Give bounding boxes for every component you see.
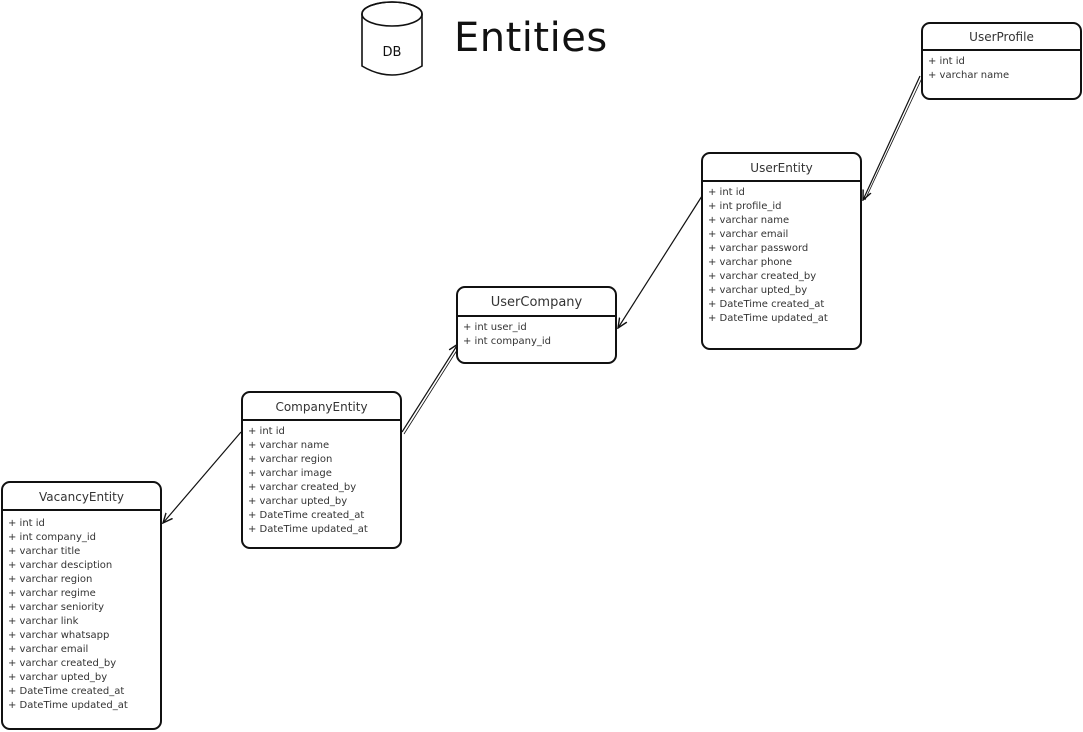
field: + varchar upted_by	[8, 672, 108, 683]
field-list	[703, 182, 860, 326]
field: + varchar desciption	[8, 560, 113, 571]
entity-name: CompanyEntity	[243, 393, 400, 421]
field: + varchar regime	[8, 588, 96, 599]
relation-companyentity-usercompany	[402, 344, 458, 432]
field: + varchar name	[928, 70, 1010, 81]
entity-vacancyentity[interactable]	[1, 481, 162, 730]
entity-name: VacancyEntity	[3, 483, 160, 511]
field: + varchar phone	[708, 257, 793, 268]
field: + varchar link	[8, 616, 79, 627]
field: + DateTime created_at	[248, 510, 365, 521]
diagram-title: Entities	[454, 15, 608, 61]
field-list	[3, 511, 160, 713]
relation-userprofile-userentity	[863, 76, 920, 200]
field: + DateTime updated_at	[8, 700, 128, 711]
field: + varchar whatsapp	[8, 630, 110, 641]
relation-userentity-usercompany	[618, 196, 702, 328]
field: + varchar name	[708, 215, 790, 226]
entity-userentity[interactable]	[701, 152, 862, 350]
field-list	[243, 421, 400, 537]
field: + varchar seniority	[8, 602, 105, 613]
entity-userprofile[interactable]	[921, 22, 1082, 100]
field: + int profile_id	[708, 201, 782, 212]
field: + int company_id	[8, 532, 96, 543]
field: + varchar created_by	[248, 482, 357, 493]
field: + varchar password	[708, 243, 809, 254]
field: + varchar upted_by	[248, 496, 348, 507]
field: + int id	[928, 56, 965, 67]
field: + int id	[708, 187, 745, 198]
field: + varchar upted_by	[708, 285, 808, 296]
field: + varchar created_by	[708, 271, 817, 282]
field: + int id	[8, 518, 45, 529]
field: + DateTime updated_at	[708, 313, 828, 324]
field: + varchar image	[248, 468, 332, 479]
entity-name: UserCompany	[458, 288, 615, 317]
field: + varchar created_by	[8, 658, 117, 669]
field: + varchar region	[248, 454, 333, 465]
database-icon-label: DB	[382, 45, 402, 60]
field: + varchar region	[8, 574, 93, 585]
field: + int id	[248, 426, 285, 437]
field: + DateTime created_at	[8, 686, 125, 697]
entity-usercompany[interactable]	[456, 286, 617, 364]
field: + varchar title	[8, 546, 81, 557]
field-list	[458, 317, 615, 349]
entity-name: UserProfile	[923, 24, 1080, 51]
field: + DateTime updated_at	[248, 524, 368, 535]
entity-name: UserEntity	[703, 154, 860, 182]
field: + int user_id	[463, 322, 527, 333]
field-list	[923, 51, 1080, 83]
field: + DateTime created_at	[708, 299, 825, 310]
field: + varchar email	[708, 229, 789, 240]
field: + varchar name	[248, 440, 330, 451]
database-icon	[360, 0, 424, 80]
entity-companyentity[interactable]	[241, 391, 402, 549]
field: + varchar email	[8, 644, 89, 655]
field: + int company_id	[463, 336, 551, 347]
relation-companyentity-vacancyentity	[163, 432, 241, 523]
